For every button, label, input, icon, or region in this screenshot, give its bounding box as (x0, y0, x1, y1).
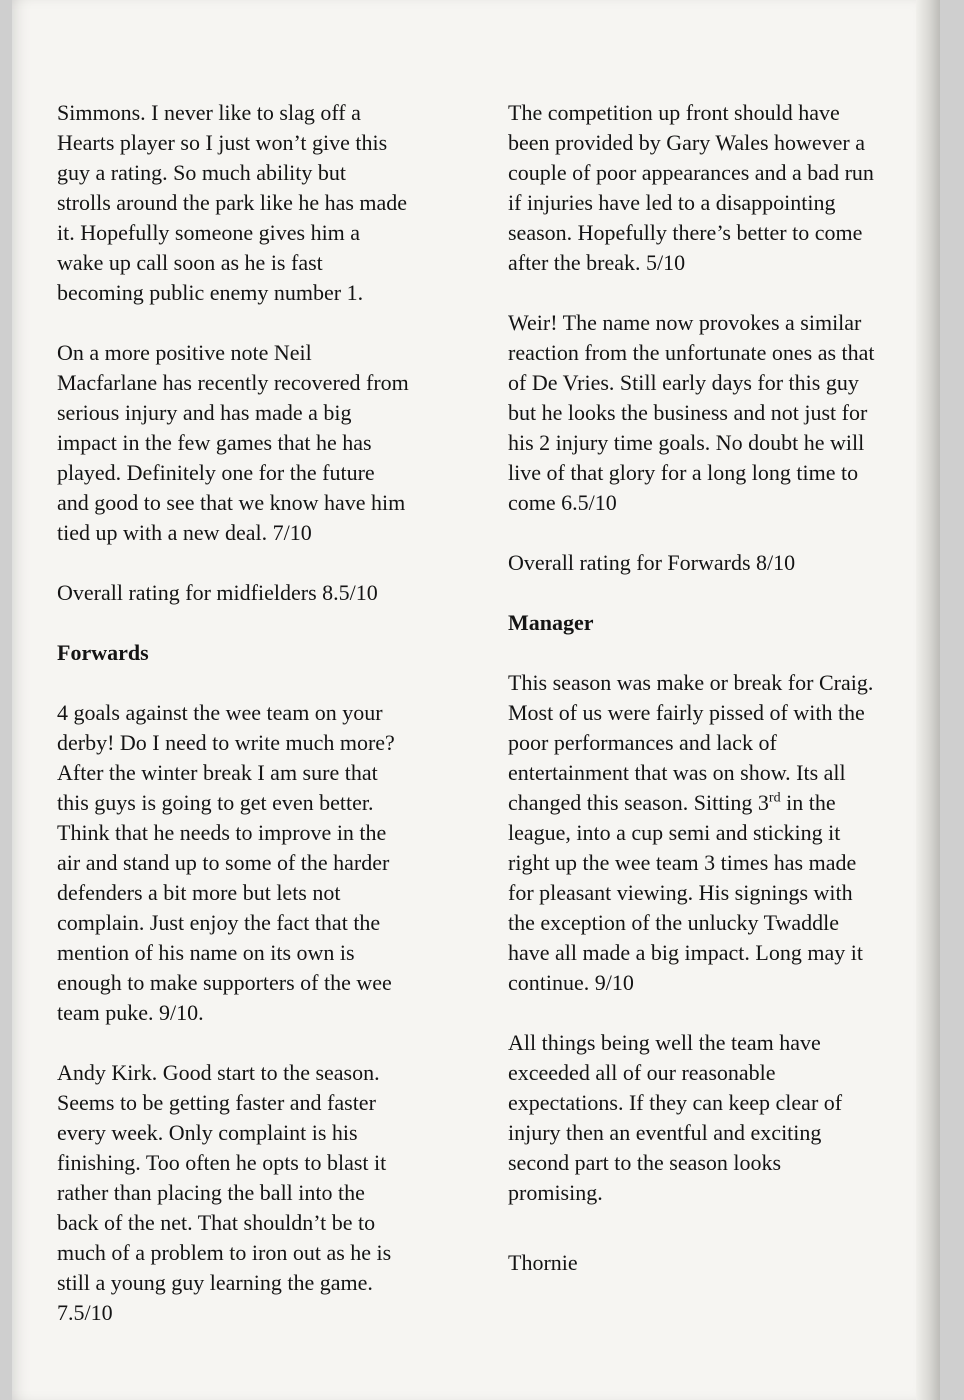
left-column (57, 98, 477, 1358)
manager-text-end: in the league, into a cup semi and sticking it right up the wee team 3 times has made for pleasant viewing. His signings with the exception of the unlucky Twaddle have all made a big impact. Long may it continue. 9/10 (508, 790, 863, 995)
paragraph-andy-kirk: Andy Kirk. Good start to the season. Seems to be getting faster and faster every week. Only complaint is his finishing. Too often he opts to blast it rather than placing the ball into the back of the net. That shouldn’t be to much of a problem to iron out as he is still a young guy learning the game. 7.5/10 (57, 1060, 392, 1325)
paragraph-manager (508, 668, 928, 998)
paragraph-conclusion: All things being well the team have exceeded all of our reasonable expectations. If they can keep clear of injury then an eventful and exciting second part to the season looks promising. (508, 1030, 843, 1205)
paragraph-weir: Weir! The name now provokes a similar reaction from the unfortunate ones as that of De Vries. Still early days for this guy but he looks the business and not just for his 2 injury time goals. No doubt he will live of that glory for a long long time to come 6.5/10 (508, 310, 875, 515)
heading-manager: Manager (508, 610, 594, 635)
forwards-rating: Overall rating for Forwards 8/10 (508, 550, 796, 575)
document-page (12, 0, 940, 1400)
manager-text-start: This season was make or break for Craig. Most of us were fairly pissed of with the poor performances and lack of entertainment that was on show. Its all changed this season. Sitting 3 (508, 670, 874, 815)
ordinal-superscript: rd (768, 790, 781, 806)
midfielders-rating: Overall rating for midfielders 8.5/10 (57, 580, 378, 605)
paragraph-derby-goals: 4 goals against the wee team on your derby! Do I need to write much more? After the winter break I am sure that this guys is going to get even better. Think that he needs to improve in the air and stand up to some of the harder defenders a bit more but lets not complain. Just enjoy the fact that the mention of his name on its own is enough to make supporters of the wee team puke. 9/10. (57, 700, 395, 1025)
paragraph-simmons: Simmons. I never like to slag off a Hearts player so I just won’t give this guy a rating. So much ability but strolls around the park like he has made it. Hopefully someone gives him a wake up call soon as he is fast becoming public enemy number 1. (57, 100, 408, 305)
right-column (508, 98, 928, 1308)
heading-forwards: Forwards (57, 640, 149, 665)
author-signature: Thornie (508, 1250, 578, 1275)
paragraph-macfarlane: On a more positive note Neil Macfarlane has recently recovered from serious injury and has made a big impact in the few games that he has played. Definitely one for the future and good to see that we know have him tied up with a new deal. 7/10 (57, 340, 409, 545)
paragraph-gary-wales: The competition up front should have been provided by Gary Wales however a couple of poor appearances and a bad run if injuries have led to a disappointing season. Hopefully there’s better to come after the break. 5/10 (508, 100, 874, 275)
